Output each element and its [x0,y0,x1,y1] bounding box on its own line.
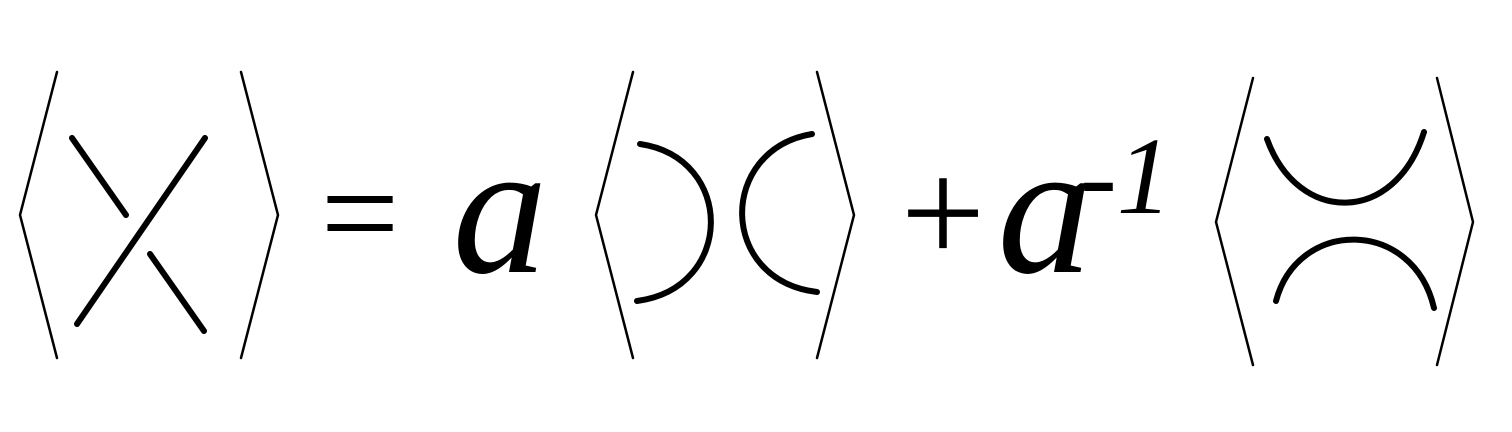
crossing-term [20,72,278,358]
smoothing-left-arc [742,134,817,292]
crossing-over-strand [77,138,205,324]
right-angle-bracket-3 [1437,78,1473,365]
smoothing-bottom-arc [1276,240,1434,308]
crossing-under-strand-top [72,138,126,215]
vertical-smoothing-term [596,72,854,358]
plus-sign: + [900,130,986,296]
coefficient-a-inverse-exponent: -1 [1080,115,1172,237]
coefficient-a-inverse-base: a [997,104,1093,314]
smoothing-right-arc [637,144,711,301]
right-angle-bracket-1 [241,72,278,358]
right-angle-bracket-2 [817,72,854,358]
crossing-under-strand-bottom [150,254,204,331]
equals-sign: = [320,136,400,291]
coefficient-a: a [452,104,548,314]
smoothing-top-arc [1267,132,1424,203]
left-angle-bracket-3 [1216,78,1253,365]
left-angle-bracket-2 [596,72,633,358]
horizontal-smoothing-term [1216,78,1473,365]
left-angle-bracket-1 [20,72,57,358]
